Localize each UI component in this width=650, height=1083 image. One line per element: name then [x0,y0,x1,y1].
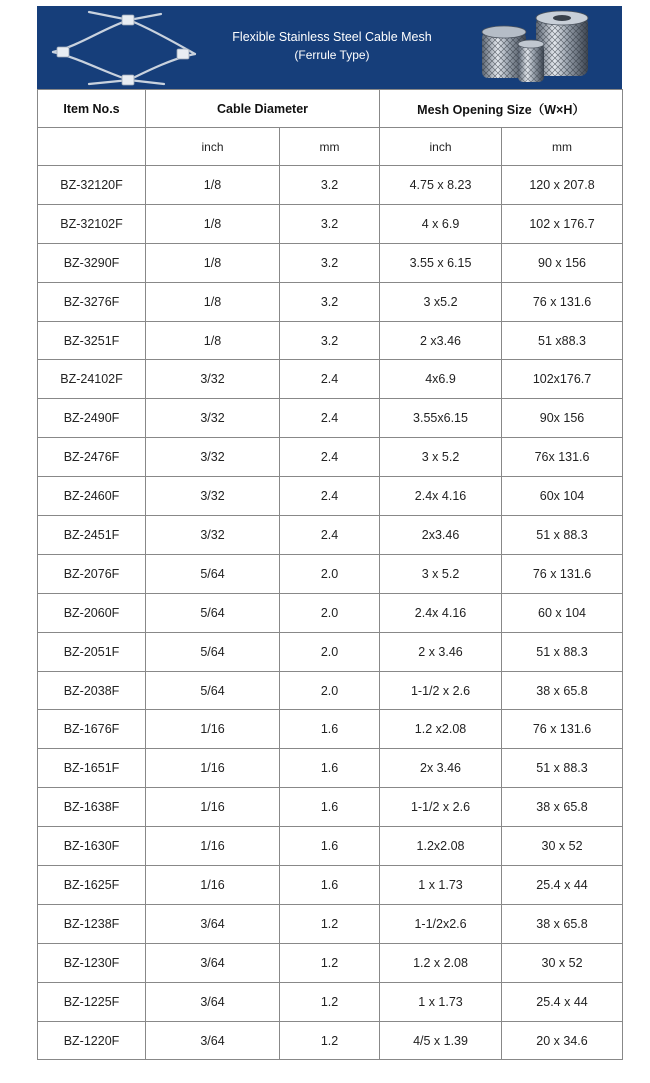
cell-cable-mm: 2.4 [280,399,380,438]
cell-mesh-inch: 2.4x 4.16 [380,477,502,516]
cell-cable-mm: 2.0 [280,593,380,632]
cell-cable-inch: 3/64 [146,1021,280,1060]
table-row [38,943,623,982]
cell-mesh-mm: 38 x 65.8 [502,671,623,710]
cell-mesh-inch: 3 x 5.2 [380,554,502,593]
spec-sheet [37,6,622,1060]
cell-mesh-mm: 90x 156 [502,399,623,438]
cell-mesh-mm: 51 x88.3 [502,321,623,360]
cell-cable-inch: 5/64 [146,671,280,710]
header-mesh-opening-size: Mesh Opening Size（W×H） [380,90,623,128]
banner-title-line1: Flexible Stainless Steel Cable Mesh [232,30,432,44]
table-row [38,710,623,749]
cell-cable-mm: 3.2 [280,321,380,360]
cell-cable-inch: 3/32 [146,360,280,399]
table-subheader-row [38,128,623,166]
cell-mesh-inch: 1-1/2x2.6 [380,904,502,943]
cell-mesh-mm: 51 x 88.3 [502,516,623,555]
table-row [38,204,623,243]
cell-cable-inch: 1/16 [146,749,280,788]
cell-item-no: BZ-1630F [38,827,146,866]
cell-item-no: BZ-24102F [38,360,146,399]
cell-mesh-mm: 120 x 207.8 [502,166,623,205]
cell-item-no: BZ-2051F [38,632,146,671]
cell-cable-inch: 1/8 [146,166,280,205]
cell-cable-mm: 1.2 [280,1021,380,1060]
cell-item-no: BZ-1220F [38,1021,146,1060]
cell-cable-inch: 5/64 [146,593,280,632]
cell-mesh-inch: 3 x5.2 [380,282,502,321]
cell-mesh-mm: 76x 131.6 [502,438,623,477]
table-row [38,282,623,321]
cell-mesh-mm: 20 x 34.6 [502,1021,623,1060]
cell-cable-inch: 1/16 [146,827,280,866]
cell-item-no: BZ-32120F [38,166,146,205]
cell-cable-inch: 5/64 [146,554,280,593]
table-row [38,243,623,282]
cell-mesh-inch: 4/5 x 1.39 [380,1021,502,1060]
table-row [38,360,623,399]
subheader-mesh-inch: inch [380,128,502,166]
cell-cable-mm: 2.4 [280,360,380,399]
cell-item-no: BZ-3276F [38,282,146,321]
table-row [38,866,623,905]
cell-cable-mm: 2.0 [280,671,380,710]
cell-mesh-mm: 25.4 x 44 [502,866,623,905]
cell-mesh-inch: 4x6.9 [380,360,502,399]
cell-cable-inch: 3/64 [146,943,280,982]
cell-item-no: BZ-3290F [38,243,146,282]
table-row [38,399,623,438]
cell-item-no: BZ-1230F [38,943,146,982]
cell-mesh-mm: 51 x 88.3 [502,749,623,788]
spec-table [37,89,623,1060]
cell-item-no: BZ-2076F [38,554,146,593]
cell-mesh-inch: 1-1/2 x 2.6 [380,788,502,827]
cell-item-no: BZ-1225F [38,982,146,1021]
cell-cable-mm: 3.2 [280,282,380,321]
cell-mesh-inch: 2x 3.46 [380,749,502,788]
cell-mesh-mm: 51 x 88.3 [502,632,623,671]
cell-item-no: BZ-1625F [38,866,146,905]
table-row [38,982,623,1021]
banner [37,6,622,89]
subheader-cable-mm: mm [280,128,380,166]
cell-cable-inch: 1/8 [146,321,280,360]
cell-cable-mm: 2.0 [280,554,380,593]
cell-cable-mm: 1.6 [280,749,380,788]
cell-item-no: BZ-2476F [38,438,146,477]
cell-mesh-inch: 4.75 x 8.23 [380,166,502,205]
cell-mesh-mm: 25.4 x 44 [502,982,623,1021]
cell-cable-mm: 1.2 [280,982,380,1021]
cell-cable-mm: 2.4 [280,438,380,477]
cell-mesh-inch: 1 x 1.73 [380,982,502,1021]
cell-mesh-mm: 76 x 131.6 [502,710,623,749]
cell-cable-mm: 3.2 [280,204,380,243]
banner-title [187,28,477,64]
table-row [38,593,623,632]
cell-mesh-mm: 76 x 131.6 [502,554,623,593]
cell-mesh-mm: 60 x 104 [502,593,623,632]
cell-mesh-inch: 1.2 x 2.08 [380,943,502,982]
table-header-row [38,90,623,128]
cell-mesh-inch: 2x3.46 [380,516,502,555]
table-row [38,671,623,710]
cell-cable-inch: 3/32 [146,438,280,477]
cell-cable-mm: 2.4 [280,477,380,516]
cell-item-no: BZ-2451F [38,516,146,555]
subheader-cable-inch: inch [146,128,280,166]
cell-cable-mm: 1.6 [280,788,380,827]
cell-mesh-mm: 60x 104 [502,477,623,516]
table-row [38,321,623,360]
cell-item-no: BZ-1651F [38,749,146,788]
cell-cable-mm: 1.2 [280,904,380,943]
cell-mesh-inch: 3.55x6.15 [380,399,502,438]
cell-cable-mm: 1.6 [280,827,380,866]
cell-cable-mm: 1.6 [280,866,380,905]
cell-mesh-mm: 38 x 65.8 [502,788,623,827]
cable-mesh-icon [49,10,199,86]
table-row [38,438,623,477]
table-row [38,827,623,866]
table-row [38,904,623,943]
cell-cable-inch: 3/32 [146,399,280,438]
cell-cable-inch: 3/64 [146,982,280,1021]
cell-item-no: BZ-32102F [38,204,146,243]
cell-mesh-inch: 1-1/2 x 2.6 [380,671,502,710]
cell-mesh-mm: 102 x 176.7 [502,204,623,243]
cell-cable-mm: 3.2 [280,243,380,282]
cell-mesh-mm: 102x176.7 [502,360,623,399]
cell-cable-inch: 3/64 [146,904,280,943]
cell-cable-mm: 2.0 [280,632,380,671]
cell-cable-inch: 1/8 [146,282,280,321]
cell-cable-inch: 5/64 [146,632,280,671]
header-item-no: Item No.s [38,90,146,128]
cell-mesh-inch: 4 x 6.9 [380,204,502,243]
cell-mesh-inch: 2 x3.46 [380,321,502,360]
subheader-mesh-mm: mm [502,128,623,166]
cell-mesh-inch: 1.2 x2.08 [380,710,502,749]
cell-mesh-inch: 1.2x2.08 [380,827,502,866]
cell-cable-mm: 2.4 [280,516,380,555]
banner-title-line2: (Ferrule Type) [294,48,370,62]
cell-cable-inch: 1/8 [146,204,280,243]
cell-item-no: BZ-1238F [38,904,146,943]
cell-item-no: BZ-3251F [38,321,146,360]
table-row [38,477,623,516]
cell-mesh-inch: 3.55 x 6.15 [380,243,502,282]
header-cable-diameter: Cable Diameter [146,90,380,128]
cell-cable-inch: 1/16 [146,788,280,827]
cell-item-no: BZ-2060F [38,593,146,632]
table-row [38,166,623,205]
cell-item-no: BZ-2490F [38,399,146,438]
cell-mesh-inch: 1 x 1.73 [380,866,502,905]
table-row [38,632,623,671]
table-row [38,516,623,555]
cell-item-no: BZ-1676F [38,710,146,749]
cell-mesh-mm: 90 x 156 [502,243,623,282]
cell-cable-mm: 1.2 [280,943,380,982]
table-row [38,1021,623,1060]
cell-cable-inch: 1/16 [146,710,280,749]
cell-item-no: BZ-1638F [38,788,146,827]
cell-item-no: BZ-2038F [38,671,146,710]
cell-cable-mm: 1.6 [280,710,380,749]
cell-mesh-inch: 2.4x 4.16 [380,593,502,632]
subheader-empty [38,128,146,166]
cell-cable-inch: 1/16 [146,866,280,905]
cell-mesh-mm: 76 x 131.6 [502,282,623,321]
cell-mesh-inch: 2 x 3.46 [380,632,502,671]
cell-cable-mm: 3.2 [280,166,380,205]
table-row [38,554,623,593]
table-row [38,788,623,827]
cell-mesh-mm: 38 x 65.8 [502,904,623,943]
table-row [38,749,623,788]
cell-cable-inch: 3/32 [146,516,280,555]
table-body [38,166,623,1060]
cell-cable-inch: 1/8 [146,243,280,282]
cell-mesh-inch: 3 x 5.2 [380,438,502,477]
cell-mesh-mm: 30 x 52 [502,943,623,982]
cell-item-no: BZ-2460F [38,477,146,516]
cell-cable-inch: 3/32 [146,477,280,516]
cell-mesh-mm: 30 x 52 [502,827,623,866]
mesh-drum-image [474,10,614,86]
